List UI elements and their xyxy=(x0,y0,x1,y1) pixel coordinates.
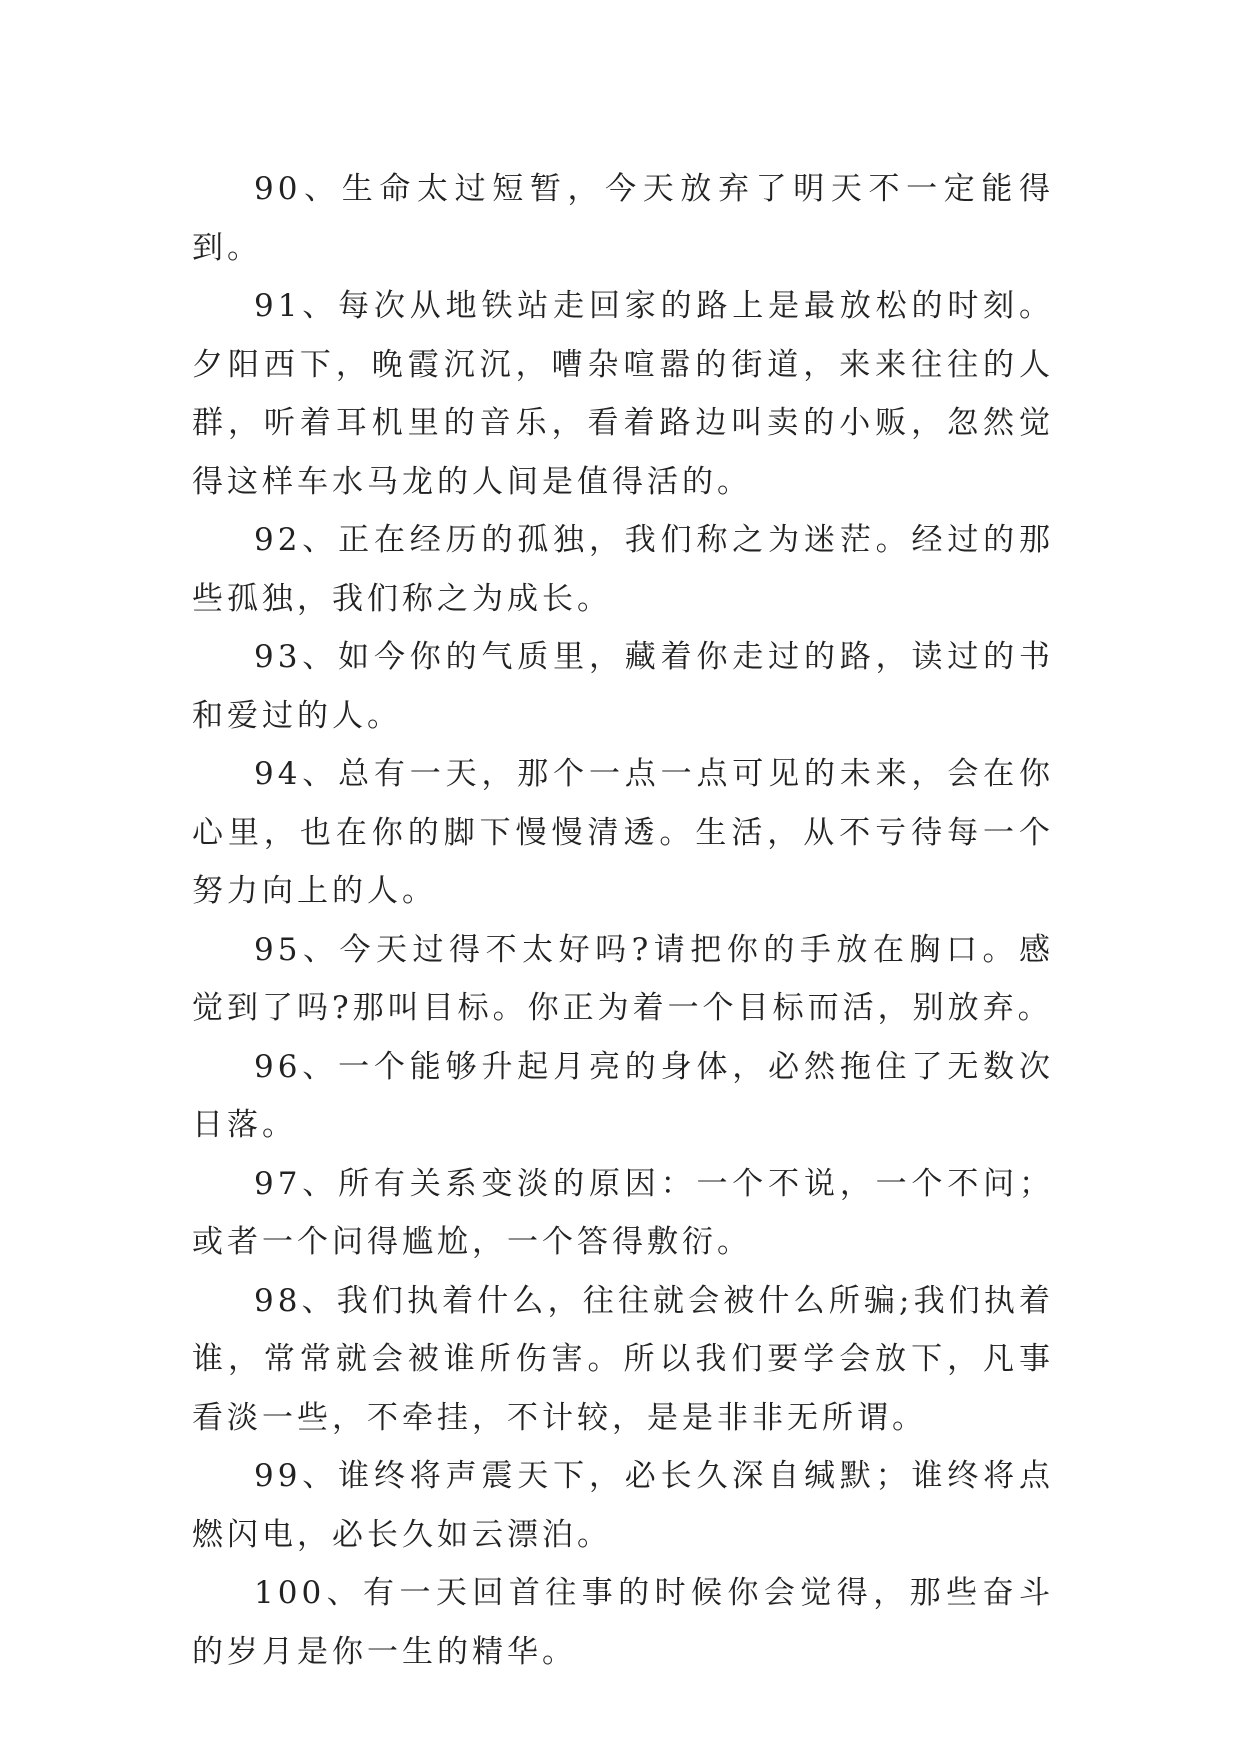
paragraph-98: 98、我们执着什么，往往就会被什么所骗;我们执着谁，常常就会被谁所伤害。所以我们要学会放下，凡事看淡一些，不牵挂，不计较，是是非非无所谓。 xyxy=(192,1282,1054,1436)
paragraph-93: 93、如今你的气质里，藏着你走过的路，读过的书和爱过的人。 xyxy=(192,639,1054,734)
paragraph-97: 97、所有关系变淡的原因：一个不说，一个不问；或者一个问得尴尬，一个答得敷衍。 xyxy=(192,1165,1054,1260)
paragraph-91: 91、每次从地铁站走回家的路上是最放松的时刻。夕阳西下，晚霞沉沉，嘈杂喧嚣的街道，来来往往的人群，听着耳机里的音乐，看着路边叫卖的小贩，忽然觉得这样车水马龙的人间是值得活的。 xyxy=(192,288,1054,500)
paragraph-95: 95、今天过得不太好吗?请把你的手放在胸口。感觉到了吗?那叫目标。你正为着一个目标而活，别放弃。 xyxy=(192,931,1054,1026)
paragraph-90: 90、生命太过短暂，今天放弃了明天不一定能得到。 xyxy=(192,171,1054,266)
paragraph-99: 99、谁终将声震天下，必长久深自缄默；谁终将点燃闪电，必长久如云漂泊。 xyxy=(192,1458,1054,1553)
paragraph-100: 100、有一天回首往事的时候你会觉得，那些奋斗的岁月是你一生的精华。 xyxy=(192,1575,1054,1670)
paragraph-96: 96、一个能够升起月亮的身体，必然拖住了无数次日落。 xyxy=(192,1048,1054,1143)
document-body xyxy=(192,160,1054,1681)
paragraph-94: 94、总有一天，那个一点一点可见的未来，会在你心里，也在你的脚下慢慢清透。生活，从不亏待每一个努力向上的人。 xyxy=(192,756,1054,909)
paragraph-92: 92、正在经历的孤独，我们称之为迷茫。经过的那些孤独，我们称之为成长。 xyxy=(192,522,1054,617)
